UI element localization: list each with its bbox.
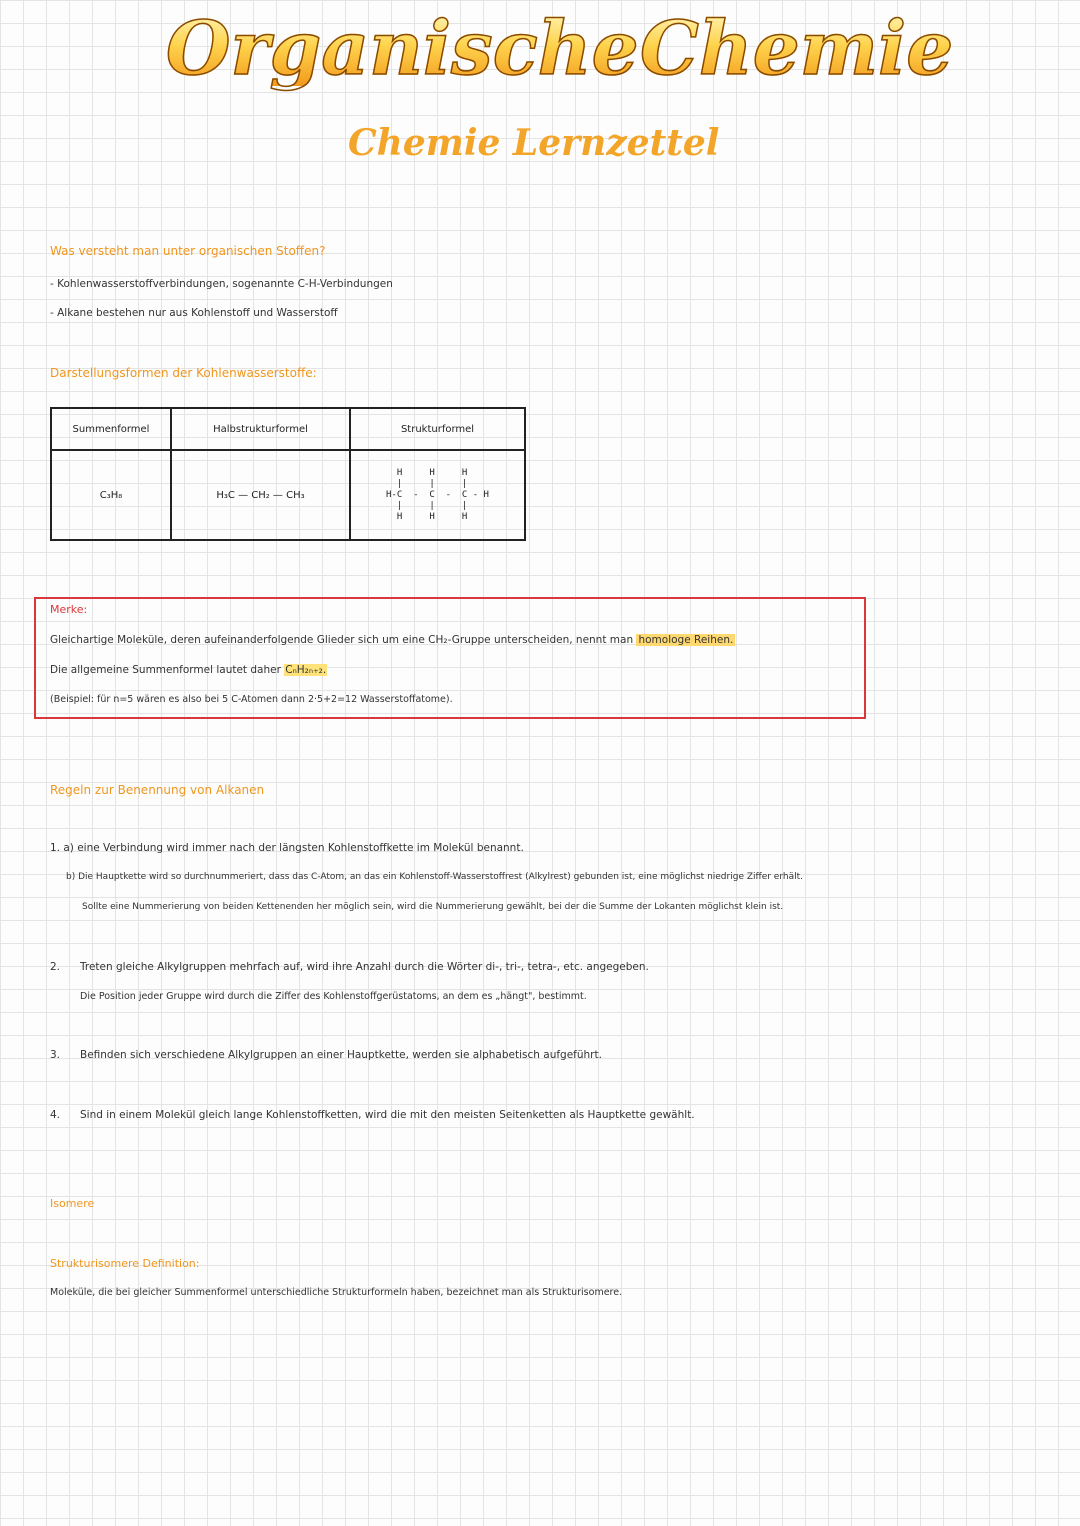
cell-strukturformel — [350, 450, 525, 540]
formel-table-row — [51, 450, 525, 540]
strukturformel-drawing — [386, 468, 489, 523]
struct-row-3: H-C - C - C - H — [386, 489, 489, 500]
formel-table — [50, 407, 526, 541]
intro-point-2: - Alkane bestehen nur aus Kohlenstoff und Wasserstoff — [50, 307, 338, 319]
regeln-heading: Regeln zur Benennung von Alkanen — [50, 783, 265, 797]
regel-2a: Treten gleiche Alkylgruppen mehrfach auf, wird ihre Anzahl durch die Wörter di-, tri-, tetra-, etc. angegeben. — [80, 961, 649, 973]
cell-halbstrukturformel: H₃C — CH₂ — CH₃ — [171, 450, 350, 540]
header-summenformel: Summenformel — [51, 408, 171, 450]
regel-2b: Die Position jeder Gruppe wird durch die Ziffer des Kohlenstoffgerüstatoms, an dem es „hängt", bestimmt. — [80, 991, 587, 1002]
regel-2-number: 2. — [50, 961, 61, 973]
regel-1a: 1. a) eine Verbindung wird immer nach der längsten Kohlenstoffkette im Molekül benannt. — [50, 842, 524, 854]
page-title-part1: Organische — [166, 6, 639, 92]
regel-4-number: 4. — [50, 1109, 61, 1121]
header-strukturformel: Strukturformel — [350, 408, 525, 450]
struct-row-1: H H H — [386, 467, 468, 478]
merke-line-2-text: Die allgemeine Summenformel lautet daher — [50, 664, 281, 676]
homologe-reihen-highlight: homologe Reihen. — [638, 634, 734, 646]
merke-line-3: (Beispiel: für n=5 wären es also bei 5 C-Atomen dann 2·5+2=12 Wasserstoffatome). — [50, 694, 453, 705]
darstellung-heading: Darstellungsformen der Kohlenwasserstoffe: — [50, 366, 317, 380]
regel-1c: Sollte eine Nummerierung von beiden Kettenenden her möglich sein, wird die Nummerierung gewählt, bei der die Summe der Lokanten möglichst klein ist. — [82, 902, 784, 912]
intro-point-1: - Kohlenwasserstoffverbindungen, sogenannte C-H-Verbindungen — [50, 278, 393, 290]
header-halbstrukturformel: Halbstrukturformel — [171, 408, 350, 450]
page-title-part2: Chemie — [640, 6, 954, 92]
regel-3-number: 3. — [50, 1049, 61, 1061]
regel-3: Befinden sich verschiedene Alkylgruppen an einer Hauptkette, werden sie alphabetisch aufgeführt. — [80, 1049, 602, 1061]
merke-line-2 — [50, 664, 327, 676]
summenformel-highlight: CₙH₂ₙ₊₂. — [285, 664, 327, 676]
intro-question: Was versteht man unter organischen Stoffen? — [50, 244, 326, 258]
strukturisomere-definition: Moleküle, die bei gleicher Summenformel unterschiedliche Strukturformeln haben, bezeichnet man als Strukturisomere. — [50, 1287, 623, 1298]
cell-summenformel: C₃H₈ — [51, 450, 171, 540]
merke-line-1 — [50, 634, 735, 646]
isomere-heading: Isomere — [50, 1197, 95, 1210]
struct-row-5: H H H — [386, 511, 468, 522]
merke-line-1-text: Gleichartige Moleküle, deren aufeinanderfolgende Glieder sich um eine CH₂-Gruppe unterscheiden, nennt man — [50, 634, 634, 646]
strukturisomere-heading: Strukturisomere Definition: — [50, 1257, 200, 1270]
page-subtitle: Chemie Lernzettel — [348, 122, 720, 164]
struct-row-2: | | | — [386, 478, 468, 489]
formel-table-header-row — [51, 408, 525, 450]
struct-row-4: | | | — [386, 500, 468, 511]
regel-1b: b) Die Hauptkette wird so durchnummeriert, dass das C-Atom, an das ein Kohlenstoff-Wasserstoffrest (Alkylrest) gebunden ist, eine möglichst niedrige Ziffer erhält. — [66, 872, 803, 882]
regel-4: Sind in einem Molekül gleich lange Kohlenstoffketten, wird die mit den meisten Seitenketten als Hauptkette gewählt. — [80, 1109, 695, 1121]
merke-title: Merke: — [50, 603, 88, 616]
